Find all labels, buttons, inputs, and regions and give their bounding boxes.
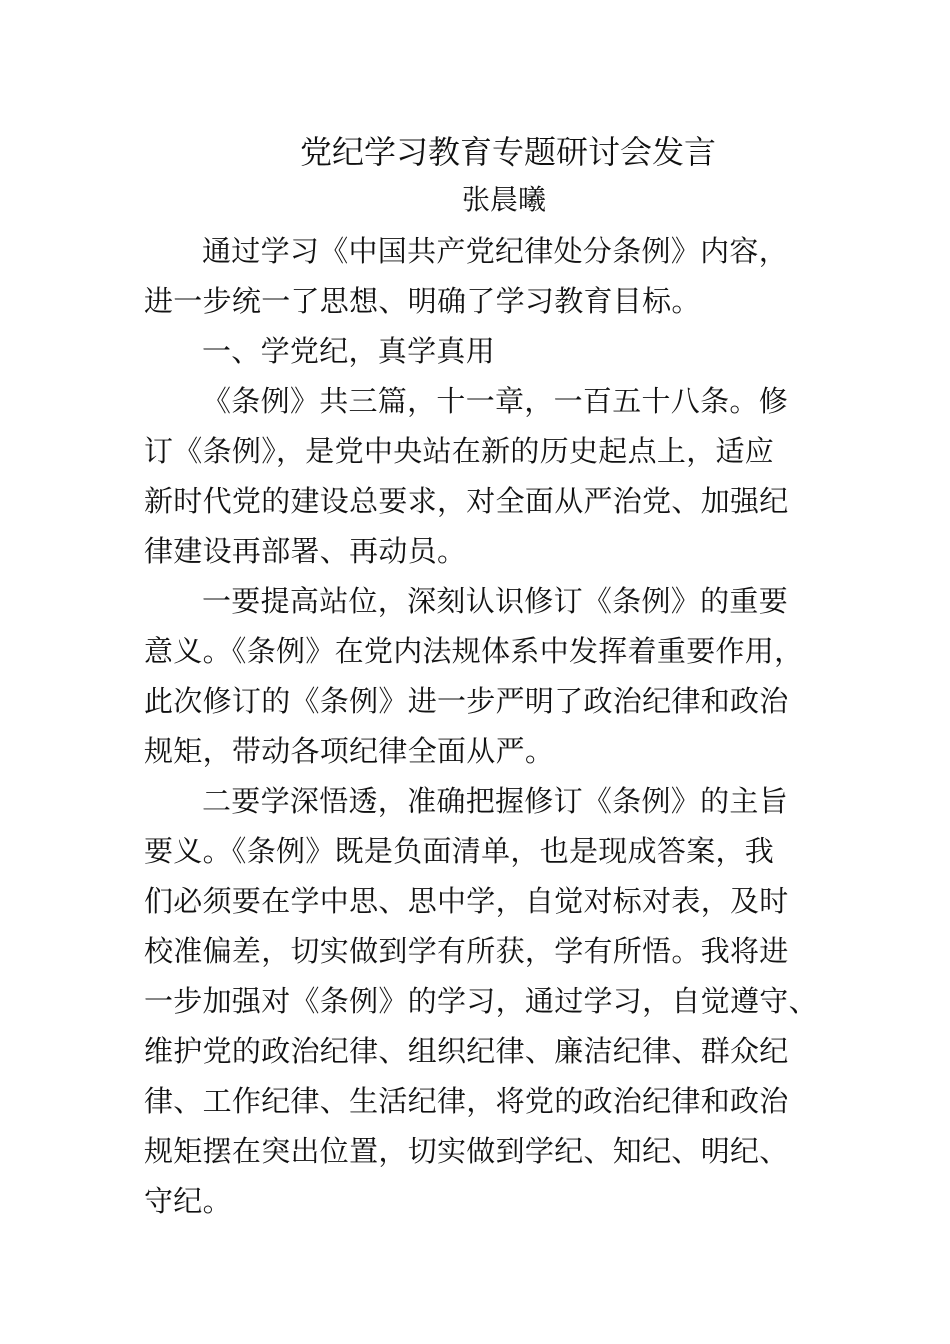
paragraph (144, 576, 844, 776)
text-line: 律建设再部署、再动员。 (144, 534, 467, 568)
section-heading (144, 326, 844, 376)
text-line: 校准偏差，切实做到学有所获，学有所悟。我将进 (144, 934, 789, 968)
text-line: 二要学深悟透，准确把握修订《条例》的主旨 (202, 784, 789, 818)
text-line: 此次修订的《条例》进一步严明了政治纪律和政治 (144, 684, 789, 718)
text-line: 守纪。 (144, 1184, 232, 1218)
text-line: 一、学党纪，真学真用 (202, 334, 496, 368)
paragraph (144, 376, 844, 576)
text-line: 规矩摆在突出位置，切实做到学纪、知纪、明纪、 (144, 1134, 789, 1168)
document-title: 党纪学习教育专题研讨会发言 (299, 133, 716, 171)
text-line: 新时代党的建设总要求，对全面从严治党、加强纪 (144, 484, 789, 518)
text-line: 要义。《条例》既是负面清单，也是现成答案，我 (144, 834, 775, 868)
paragraph (144, 226, 844, 326)
text-line: 意义。《条例》在党内法规体系中发挥着重要作用， (144, 634, 804, 668)
text-line: 维护党的政治纪律、组织纪律、廉洁纪律、群众纪 (144, 1034, 789, 1068)
text-line: 订《条例》，是党中央站在新的历史起点上，适应 (144, 434, 775, 468)
text-line: 们必须要在学中思、思中学，自觉对标对表，及时 (144, 884, 789, 918)
text-line: 一步加强对《条例》的学习，通过学习，自觉遵守、 (144, 984, 818, 1018)
text-line: 《条例》共三篇，十一章，一百五十八条。修 (202, 384, 789, 418)
text-line: 规矩，带动各项纪律全面从严。 (144, 734, 555, 768)
text-line: 进一步统一了思想、明确了学习教育目标。 (144, 284, 701, 318)
document-body (144, 226, 844, 1226)
text-line: 一要提高站位，深刻认识修订《条例》的重要 (202, 584, 789, 618)
document-author: 张晨曦 (461, 183, 546, 216)
text-line: 通过学习《中国共产党纪律处分条例》内容， (202, 234, 789, 268)
paragraph (144, 776, 844, 1226)
text-line: 律、工作纪律、生活纪律，将党的政治纪律和政治 (144, 1084, 789, 1118)
